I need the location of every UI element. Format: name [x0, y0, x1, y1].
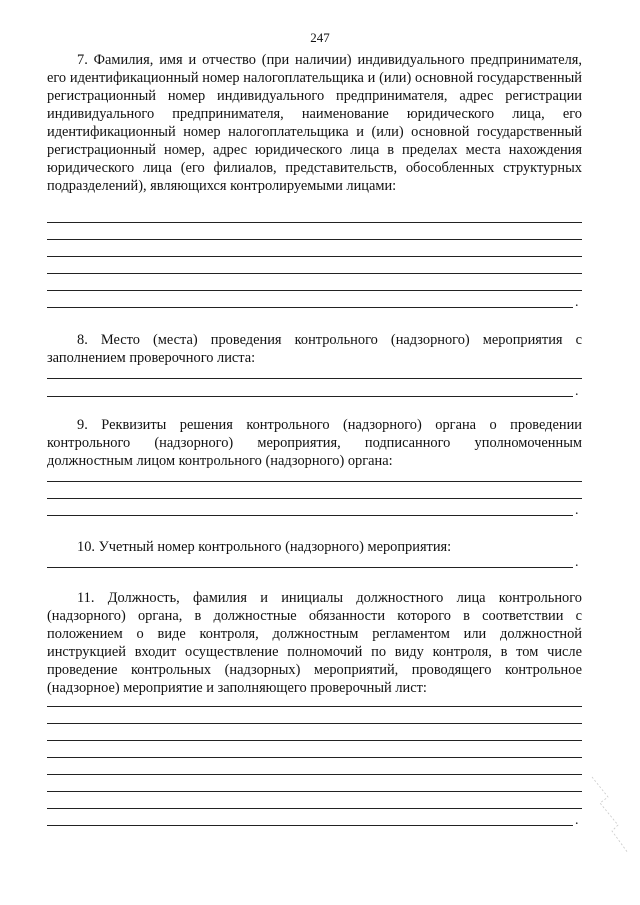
section-9-text: 9. Реквизиты решения контрольного (надзорного) органа о проведении контрольного (надзорного) мероприятия, подписанного уполномоченным должностным лицом контрольного (надзорного) органа: [47, 417, 582, 469]
line-end-mark: . [575, 384, 579, 399]
section-10-text: 10. Учетный номер контрольного (надзорного) мероприятия: [77, 539, 452, 555]
line-end-mark: . [575, 503, 579, 518]
fill-line [47, 378, 582, 379]
page-number: 247 [310, 30, 330, 45]
fill-line [47, 290, 582, 291]
section-7-text: 7. Фамилия, имя и отчество (при наличии) индивидуального предпринимателя, его идентификационный номер налогоплательщика и (или) основной государственный регистрационный номер индивидуального предпринимателя, адрес регистрации индивидуального предпринимателя, наименование юридического лица, его идентификационный номер налогоплательщика и (или) основной государственный регистрационный номер, адрес юридического лица в пределах места нахождения юридического лица (его филиалов, представительств, обособленных структурных подразделений), являющихся контролируемыми лицами: [47, 52, 582, 194]
scan-artifact [588, 775, 632, 855]
line-end-mark: . [575, 555, 579, 570]
fill-line [47, 808, 582, 809]
section-8-text: 8. Место (места) проведения контрольного (надзорного) мероприятия с заполнением проверочного листа: [47, 332, 582, 366]
fill-line [47, 757, 582, 758]
fill-line [47, 825, 573, 826]
fill-line [47, 791, 582, 792]
fill-line [47, 273, 582, 274]
fill-line [47, 481, 582, 482]
fill-line [47, 723, 582, 724]
fill-line [47, 307, 573, 308]
line-end-mark: . [575, 813, 579, 828]
fill-line [47, 740, 582, 741]
fill-line [47, 774, 582, 775]
fill-line [47, 396, 573, 397]
line-end-mark: . [575, 295, 579, 310]
fill-line [47, 222, 582, 223]
fill-line [47, 239, 582, 240]
fill-line [47, 706, 582, 707]
fill-line [47, 567, 573, 568]
fill-line [47, 498, 582, 499]
fill-line [47, 256, 582, 257]
section-11-text: 11. Должность, фамилия и инициалы должностного лица контрольного (надзорного) органа, в должностные обязанности которого в соответствии с положением о виде контроля, должностным регламентом или должностной инструкцией входит осуществление полномочий по виду контроля, в том числе проведение контрольных (надзорных) мероприятий, проводящего контрольное (надзорное) мероприятие и заполняющего проверочный лист: [47, 590, 582, 696]
fill-line [47, 515, 573, 516]
